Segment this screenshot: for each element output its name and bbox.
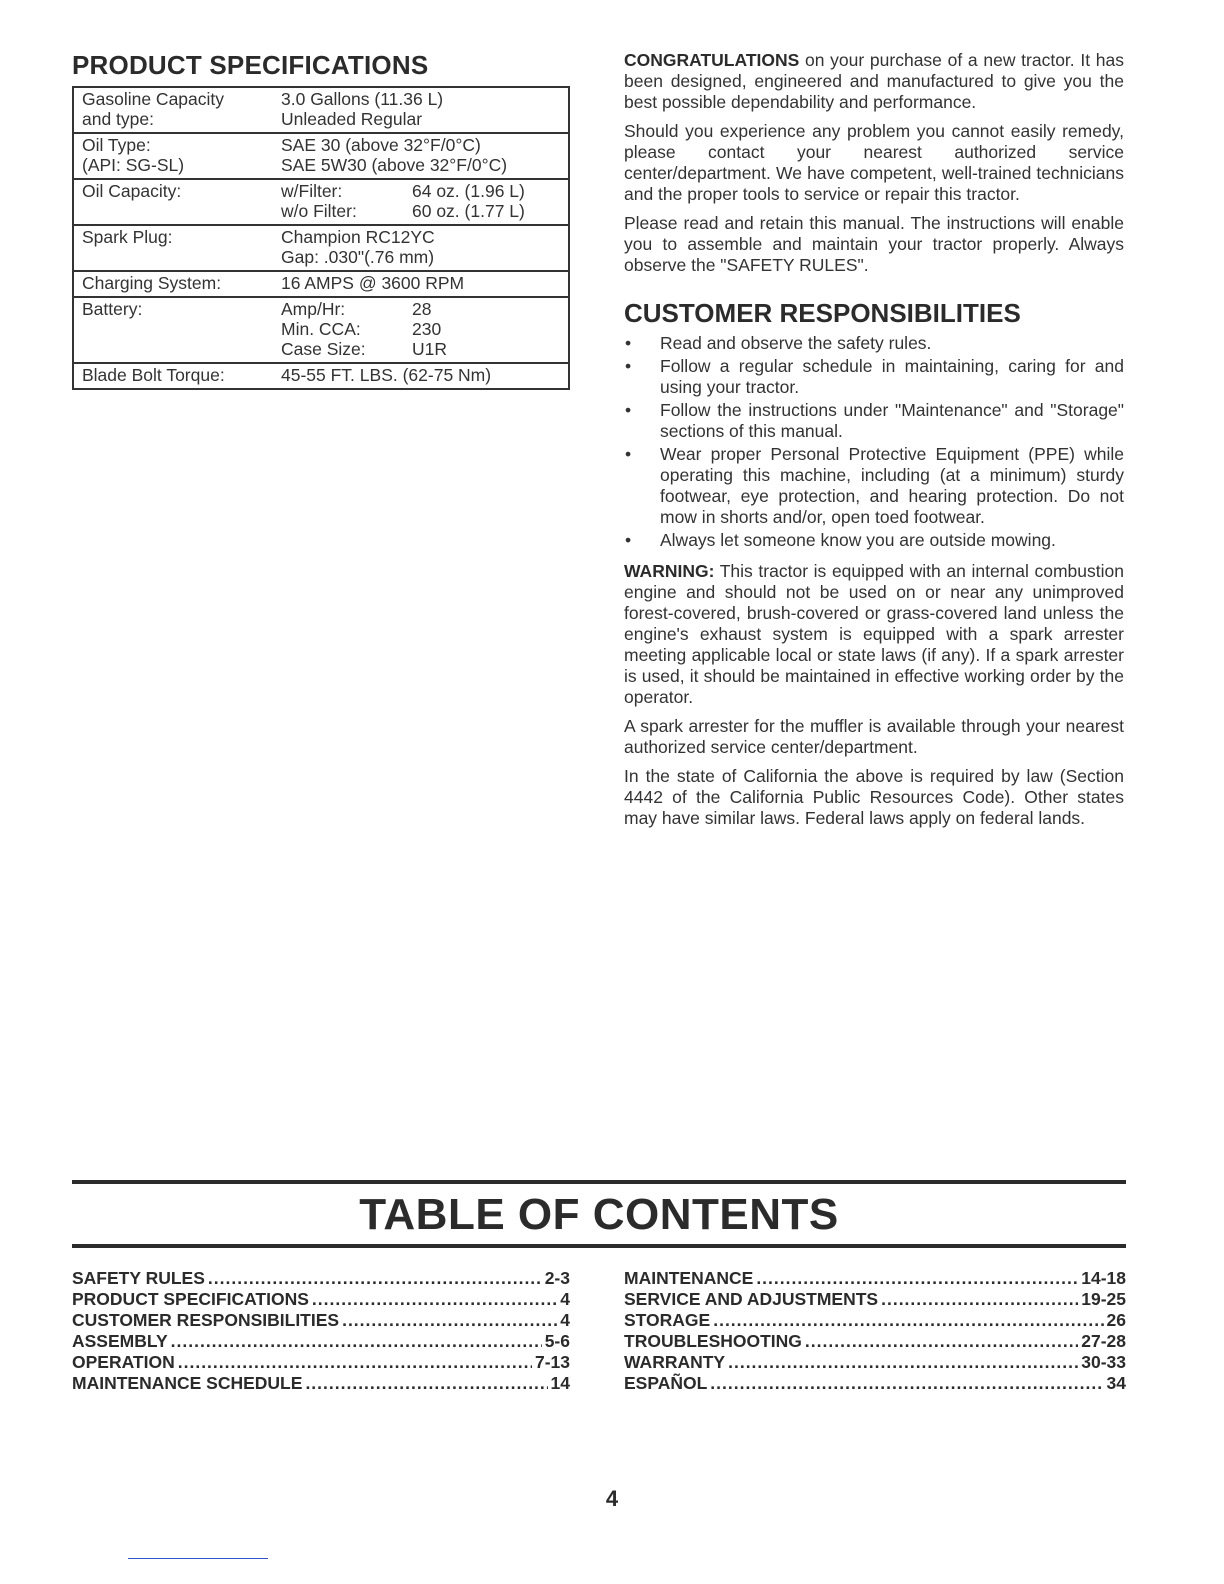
spec-pair-value: 60 oz. (1.77 L) — [412, 201, 525, 221]
toc-entry-label: CUSTOMER RESPONSIBILITIES — [72, 1310, 340, 1330]
spec-pair-key: Case Size: — [281, 339, 366, 359]
spec-label — [73, 297, 273, 363]
toc-entry[interactable] — [72, 1310, 570, 1331]
toc-entry-label: SERVICE AND ADJUSTMENTS — [624, 1289, 879, 1309]
list-item: • Follow the instructions under "Maintenance" and "Storage" sections of this manual. — [625, 400, 1124, 441]
toc-entry-label: SAFETY RULES — [72, 1268, 205, 1288]
spec-value — [273, 87, 569, 133]
spec-pair-key: Min. CCA: — [281, 319, 361, 339]
spec-label-line: Battery: — [82, 299, 143, 319]
table-row — [73, 179, 569, 225]
spec-value-line: Gap: .030"(.76 mm) — [281, 247, 435, 267]
bullet-icon: • — [625, 530, 632, 550]
toc-entry[interactable] — [72, 1331, 570, 1352]
toc-leader-dots — [805, 1331, 1078, 1352]
table-row — [73, 133, 569, 179]
toc-right-column — [624, 1268, 1126, 1394]
spec-pair — [281, 319, 560, 339]
warning-text: This tractor is equipped with an internal combustion engine and should not be used on or near any unimproved forest-covered, brush-covered or grass-covered land unless the engine's exhaust system is equipped with a spark arrester meeting applicable local or state laws (if any). If a spark arrester is used, it should be maintained in effective working order by the operator. — [624, 561, 1124, 707]
list-item: • Always let someone know you are outside mowing. — [625, 530, 1056, 550]
spec-label — [73, 87, 273, 133]
spec-pair-value: 64 oz. (1.96 L) — [412, 181, 525, 201]
spec-value-line: 45-55 FT. LBS. (62-75 Nm) — [281, 365, 492, 385]
toc-leader-dots — [728, 1352, 1078, 1373]
page-number: 4 — [605, 1486, 619, 1511]
spec-pair-key: w/o Filter: — [281, 201, 357, 221]
spec-pair-key: w/Filter: — [281, 181, 343, 201]
california-paragraph: In the state of California the above is required by law (Section 4442 of the California Public Resources Code). Other states may have similar laws. Federal laws apply on federal lands. — [624, 766, 1124, 828]
spec-value-line: Champion RC12YC — [281, 227, 435, 247]
toc-entry[interactable] — [72, 1268, 570, 1289]
toc-leader-dots — [312, 1289, 557, 1310]
toc-leader-dots — [305, 1373, 547, 1394]
responsibilities-list — [624, 333, 1124, 551]
bullet-icon: • — [625, 333, 632, 353]
table-row — [73, 87, 569, 133]
toc-entry-pages: 7-13 — [534, 1352, 570, 1372]
spark-arrester-paragraph: A spark arrester for the muffler is available through your nearest authorized service center/department. — [624, 716, 1124, 757]
spec-pair — [281, 299, 560, 319]
toc-leader-dots — [710, 1373, 1103, 1394]
toc-entry-pages: 27-28 — [1081, 1331, 1126, 1351]
spec-pair-value: 28 — [412, 299, 432, 319]
spec-label-line: and type: — [82, 109, 154, 129]
spec-value-line: SAE 30 (above 32°F/0°C) — [281, 135, 481, 155]
toc-entry[interactable] — [624, 1289, 1126, 1310]
spec-label-line: Gasoline Capacity — [82, 89, 225, 109]
toc-bottom-rule — [72, 1244, 1126, 1248]
toc-entry-label: STORAGE — [624, 1310, 711, 1330]
footer-line — [128, 1558, 268, 1559]
product-specifications-section — [72, 50, 570, 390]
table-row — [73, 363, 569, 389]
toc-leader-dots — [342, 1310, 557, 1331]
spec-value — [273, 363, 569, 389]
toc-entry-pages: 14-18 — [1081, 1268, 1126, 1288]
congratulations-text: on your purchase of a new tractor. It has been designed, engineered and manufactured to give you the best possible dependability and performance. — [624, 50, 1124, 112]
spec-value — [273, 297, 569, 363]
toc-entry[interactable] — [624, 1310, 1126, 1331]
spec-value — [273, 179, 569, 225]
toc-entry-pages: 4 — [560, 1289, 570, 1309]
spec-pair — [281, 339, 560, 359]
spec-value-line: 16 AMPS @ 3600 RPM — [281, 273, 465, 293]
toc-entry[interactable] — [624, 1373, 1126, 1394]
congratulations-lead: CONGRATULATIONS — [624, 50, 800, 70]
spec-value-line: SAE 5W30 (above 32°F/0°C) — [281, 155, 508, 175]
congratulations-paragraph — [624, 50, 1124, 113]
manual-paragraph: Please read and retain this manual. The instructions will enable you to assemble and maintain your tractor properly. Always observe the "SAFETY RULES". — [624, 213, 1124, 275]
toc-leader-dots — [756, 1268, 1078, 1289]
list-item: • Read and observe the safety rules. — [625, 333, 932, 353]
toc-top-rule — [72, 1180, 1126, 1184]
spec-label — [73, 363, 273, 389]
toc-entry-label: ASSEMBLY — [72, 1331, 168, 1351]
toc-entry-pages: 34 — [1106, 1373, 1126, 1393]
table-row — [73, 271, 569, 297]
toc-entry[interactable] — [72, 1352, 570, 1373]
toc-entry[interactable] — [624, 1331, 1126, 1352]
specifications-table — [72, 86, 570, 390]
spec-value — [273, 133, 569, 179]
toc-entry[interactable] — [72, 1373, 570, 1394]
spec-label-line: (API: SG-SL) — [82, 155, 185, 175]
toc-entry[interactable] — [624, 1352, 1126, 1373]
spec-label — [73, 225, 273, 271]
table-row — [73, 297, 569, 363]
spec-value-line: Unleaded Regular — [281, 109, 423, 129]
toc-entry-label: TROUBLESHOOTING — [624, 1331, 802, 1351]
toc-entry-label: WARRANTY — [624, 1352, 726, 1372]
toc-leader-dots — [208, 1268, 542, 1289]
spec-pair — [281, 181, 560, 201]
toc-entry-pages: 2-3 — [544, 1268, 570, 1288]
toc-entry-label: MAINTENANCE — [624, 1268, 754, 1288]
spec-pair-value: U1R — [412, 339, 448, 359]
toc-leader-dots — [713, 1310, 1103, 1331]
toc-entry-pages: 30-33 — [1081, 1352, 1126, 1372]
toc-leader-dots — [171, 1331, 542, 1352]
customer-responsibilities-title: CUSTOMER RESPONSIBILITIES — [624, 298, 1021, 328]
service-paragraph: Should you experience any problem you cannot easily remedy, please contact your nearest authorized service center/department. We have competent, well-trained technicians and the proper tools to service or repair this tractor. — [624, 121, 1124, 204]
table-row — [73, 225, 569, 271]
spec-label-line: Spark Plug: — [82, 227, 173, 247]
toc-entry-label: OPERATION — [72, 1352, 175, 1372]
toc-title: TABLE OF CONTENTS — [359, 1190, 839, 1239]
spec-label-line: Oil Capacity: — [82, 181, 182, 201]
intro-section — [624, 50, 1124, 837]
toc-entry-label: PRODUCT SPECIFICATIONS — [72, 1289, 309, 1309]
toc-entry-pages: 4 — [560, 1310, 570, 1330]
bullet-icon: • — [625, 444, 632, 464]
toc-leader-dots — [881, 1289, 1078, 1310]
spec-pair-key: Amp/Hr: — [281, 299, 346, 319]
spec-label-line: Charging System: — [82, 273, 222, 293]
spec-pair-value: 230 — [412, 319, 442, 339]
list-item: • Wear proper Personal Protective Equipment (PPE) while operating this machine, including (at a minimum) sturdy footwear, eye protection, and hearing protection. Do not mow in shorts and/or, open toed footwear. — [625, 444, 1124, 527]
list-item: • Follow a regular schedule in maintaining, caring for and using your tractor. — [625, 356, 1124, 397]
spec-label-line: Oil Type: — [82, 135, 151, 155]
toc-entry[interactable] — [624, 1268, 1126, 1289]
spec-value-line: 3.0 Gallons (11.36 L) — [281, 89, 444, 109]
toc-entry[interactable] — [72, 1289, 570, 1310]
toc-leader-dots — [178, 1352, 532, 1373]
bullet-icon: • — [625, 400, 632, 420]
toc-entry-label: ESPAÑOL — [624, 1373, 708, 1393]
product-specifications-title: PRODUCT SPECIFICATIONS — [72, 50, 429, 80]
warning-paragraph — [624, 561, 1124, 708]
bullet-icon: • — [625, 356, 632, 376]
toc-entry-pages: 14 — [550, 1373, 570, 1393]
toc-left-column — [72, 1268, 570, 1394]
spec-label — [73, 179, 273, 225]
spec-label-line: Blade Bolt Torque: — [82, 365, 225, 385]
spec-label — [73, 133, 273, 179]
toc-entry-label: MAINTENANCE SCHEDULE — [72, 1373, 303, 1393]
spec-value — [273, 225, 569, 271]
toc-entry-pages: 19-25 — [1081, 1289, 1126, 1309]
spec-value — [273, 271, 569, 297]
spec-label — [73, 271, 273, 297]
warning-lead: WARNING: — [624, 561, 715, 581]
toc-entry-pages: 5-6 — [544, 1331, 570, 1351]
spec-pair — [281, 201, 560, 221]
toc-entry-pages: 26 — [1106, 1310, 1126, 1330]
